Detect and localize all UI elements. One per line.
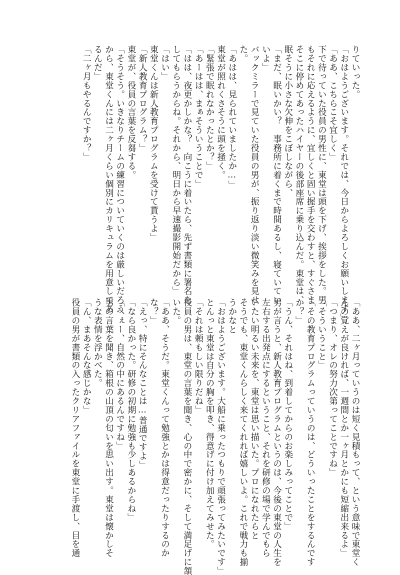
text-column: 「おはようございます。それでは、今日からよろしくお願いします」 <box>338 45 349 323</box>
text-column: 「そうそう。いきなりチームの練習についていくのは厳しいだろう <box>114 45 125 314</box>
text-column: 「新人教育プログラム？」 <box>137 45 148 153</box>
text-column: 「あーはは、まぁそういうことで」 <box>193 45 204 189</box>
text-column: 「ああ、そうだ。東堂くんって勉強とかは得意だったりするのか <box>159 298 170 558</box>
text-column: 「それは頼もしい限りだね」 <box>193 298 204 415</box>
text-column: 役員の男は、東堂の言葉を聞き、心の中で密かに、そして満足げに頷 <box>181 298 192 575</box>
text-column: 「緊張で眠れなかったとか？」 <box>204 45 215 171</box>
text-column: 「うん、それはね、到着してからのお楽しみってことで」 <box>282 298 293 531</box>
text-column: 「はい」 <box>159 45 170 81</box>
text-column: 「はは、夜更かしかな？ 向こうに着いたら、先ず書類に署名を <box>181 45 192 305</box>
text-column: な？」 <box>148 298 159 325</box>
text-column: んの覚えが良ければ、一週間とか一ヶ月とかにも短縮出来るよ」 <box>338 298 349 558</box>
text-column: うかなと <box>226 298 237 334</box>
text-column: 「おはようございます。大船に乗ったつもりで頑張ってみたいです」 <box>215 298 226 575</box>
text-column: 「ん、まあそんな感じかな」 <box>81 298 92 415</box>
text-column: とんっと東堂は自分の胸を叩き、得意げに付け加えてみせた。 <box>204 298 215 549</box>
text-column: 「ああ、二ヶ月っていうのは短く見積もって、という意味で東堂く <box>350 298 360 567</box>
text-column: るんだ」 <box>92 45 103 81</box>
text-column: いた。 <box>170 298 181 325</box>
text-column: から、東堂くんには二ヶ月くらい個別にカリキュラムを用意してあ <box>103 45 114 314</box>
text-column: 東堂が、役員の言葉を反芻する。 <box>125 45 136 180</box>
text-column: 「えっ、特にそんなことは…普通ですよ」 <box>137 298 148 470</box>
text-column: 東堂くんは新人教育プログラムを受けて貰うよ」 <box>148 45 159 242</box>
text-column: 「へぇー、自然の中にあるんですね」 <box>114 298 125 451</box>
text-column: もそれに応えるように、宜しくと固い握手を交わすと、すぐさま <box>305 45 316 305</box>
text-column: 「つまり、オレの努力次第ってことですね」 <box>327 298 338 477</box>
text-column: そうでも、東堂くんらしく来てくれれば嬉しいよ。これで戦力も揃 <box>237 298 248 567</box>
text-column: バックミラーで見ていた役員の男が、振り返り淡い微笑みを見せ <box>249 45 260 305</box>
text-column: してもらうからね。それから、明日から早速撮影開始だから」 <box>170 45 181 296</box>
text-column: 東堂が照れくさそうに頭を掻く。 <box>215 45 226 180</box>
text-column: 「二ヶ月もやるんですか？」 <box>81 45 92 162</box>
lower-text-block <box>40 298 360 575</box>
text-column: 「あはは、見られていましたか…」 <box>226 45 237 190</box>
text-column: 役員の男が書類の入ったクリアファイルを東堂に手渡し、目を通 <box>69 298 80 558</box>
text-column: うな表情を浮かべた。 <box>92 298 103 388</box>
text-column: 「ああ、こちらこそ宜しく」 <box>327 45 338 162</box>
text-column: 「その教育プログラムっていうのは、どういったことをするんです <box>305 298 316 567</box>
text-column: 眠そうに小さな欠伸をこぼしながら、 <box>282 45 293 198</box>
text-column: 男の言葉を聞き、箱根の山頂の匂いを思い出す。東堂は懐かしそ <box>103 298 114 558</box>
text-column: 「なら良かった。研修の初期に勉強も少しあるからね」 <box>125 298 136 522</box>
text-column: いたい明るい未来を、東堂は思い描いた。プロになれたらと <box>249 298 260 540</box>
text-column: 男が言うと、新人教育プログラムというのは、今後の東堂の人生を <box>271 298 282 567</box>
text-column: 下で待っていた役員の男性に、東堂は頭を下げ、挨拶をした。男 <box>316 45 327 305</box>
text-column: 左右する出発点にするということ、それを研修の場で学んでもら <box>260 298 271 558</box>
text-column: か？」 <box>293 298 304 325</box>
text-column: いよ」 <box>260 45 271 72</box>
text-column: 「そういうこと」 <box>316 298 327 370</box>
text-column: た。 <box>237 45 248 63</box>
text-column: そこに停めてあったハイヤーの後部座席に乗り込んだ。東堂は、 <box>293 45 304 305</box>
text-column: 「まだ、眠いかい？ 事務所に着くまで時間あるし、寝ていてい <box>271 45 282 305</box>
text-column: りていった。 <box>350 45 360 99</box>
